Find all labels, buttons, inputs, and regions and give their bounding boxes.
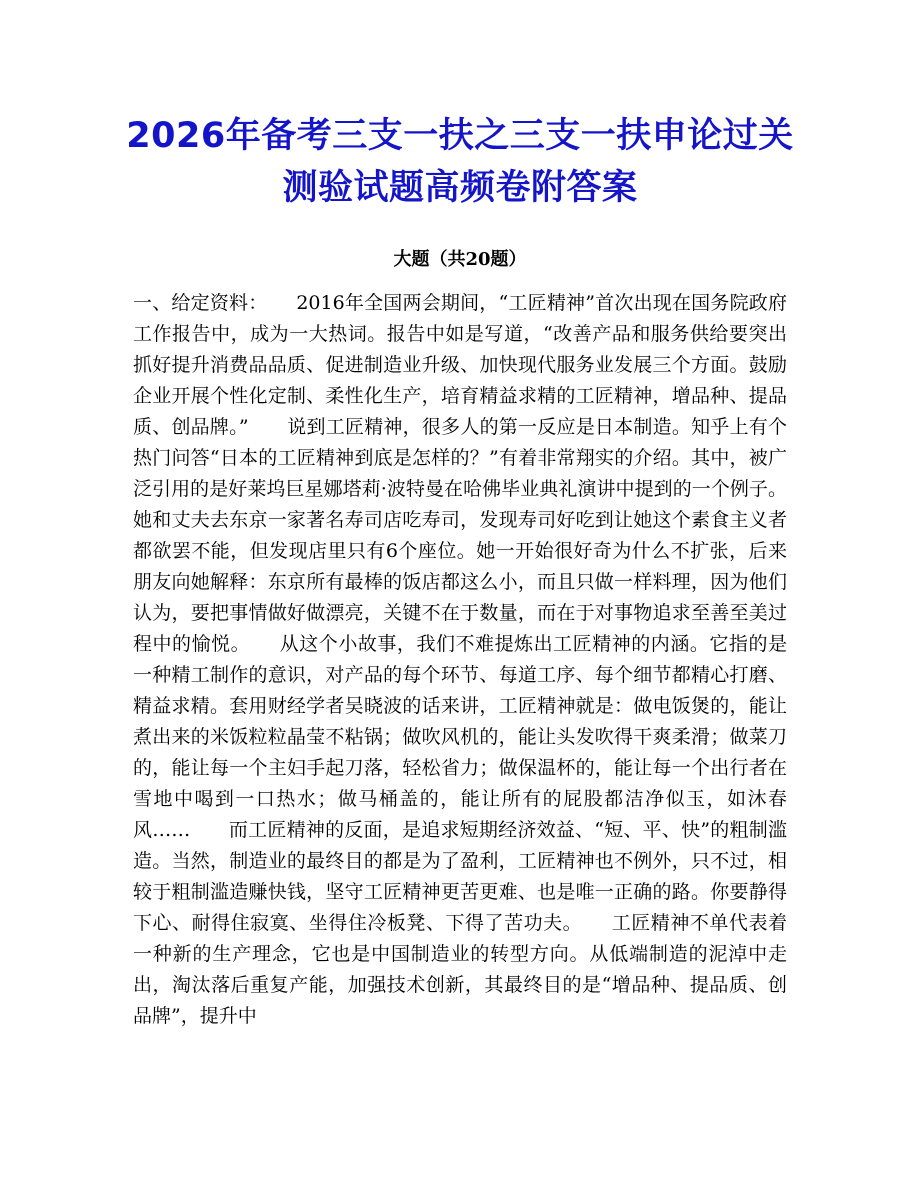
document-title: 2026年备考三支一扶之三支一扶申论过关测验试题高频卷附答案	[126, 116, 794, 208]
section-heading: 大题（共20题）	[393, 249, 527, 270]
body-paragraph: 一、给定资料： 2016年全国两会期间，“工匠精神”首次出现在国务院政府工作报告中，成为一大热词。报告中如是写道，“改善产品和服务供给要突出抓好提升消费品品质、促进制造业升级、加快现代服务业发展三个方面。鼓励企业开展个性化定制、柔性化生产，培育精益求精的工匠精神，增品种、提品质、创品牌。” 说到工匠精神，很多人的第一反应是日本制造。知乎上有个热门问答“日本的工匠精神到底是怎样的？”有着非常翔实的介绍。其中，被广泛引用的是好莱坞巨星娜塔莉·波特曼在哈佛毕业典礼演讲中提到的一个例子。她和丈夫去东京一家著名寿司店吃寿司，发现寿司好吃到让她这个素食主义者都欲罢不能，但发现店里只有6个座位。她一开始很好奇为什么不扩张，后来朋友向她解释：东京所有最棒的饭店都这么小，而且只做一样料理，因为他们认为，要把事情做好做漂亮，关键不在于数量，而在于对事物追求至善至美过程中的愉悦。 从这个小故事，我们不难提炼出工匠精神的内涵。它指的是一种精工制作的意识，对产品的每个环节、每道工序、每个细节都精心打磨、精益求精。套用财经学者吴晓波的话来讲，工匠精神就是：做电饭煲的，能让煮出来的米饭粒粒晶莹不粘锅；做吹风机的，能让头发吹得干爽柔滑；做菜刀的，能让每一个主妇手起刀落，轻松省力；做保温杯的，能让每一个出行者在雪地中喝到一口热水；做马桶盖的，能让所有的屁股都洁净似玉，如沐春风…… 而工匠精神的反面，是追求短期经济效益、“短、平、快”的粗制滥造。当然，制造业的最终目的都是为了盈利，工匠精神也不例外，只不过，相较于粗制滥造赚快钱，坚守工匠精神更苦更难、也是唯一正确的路。你要静得下心、耐得住寂寞、坐得住冷板凳、下得了苦功夫。 工匠精神不单代表着一种新的生产理念，它也是中国制造业的转型方向。从低端制造的泥淖中走出，淘汰落后重复产能，加强技术创新，其最终目的是“增品种、提品质、创品牌”，提升中	[133, 292, 787, 1027]
